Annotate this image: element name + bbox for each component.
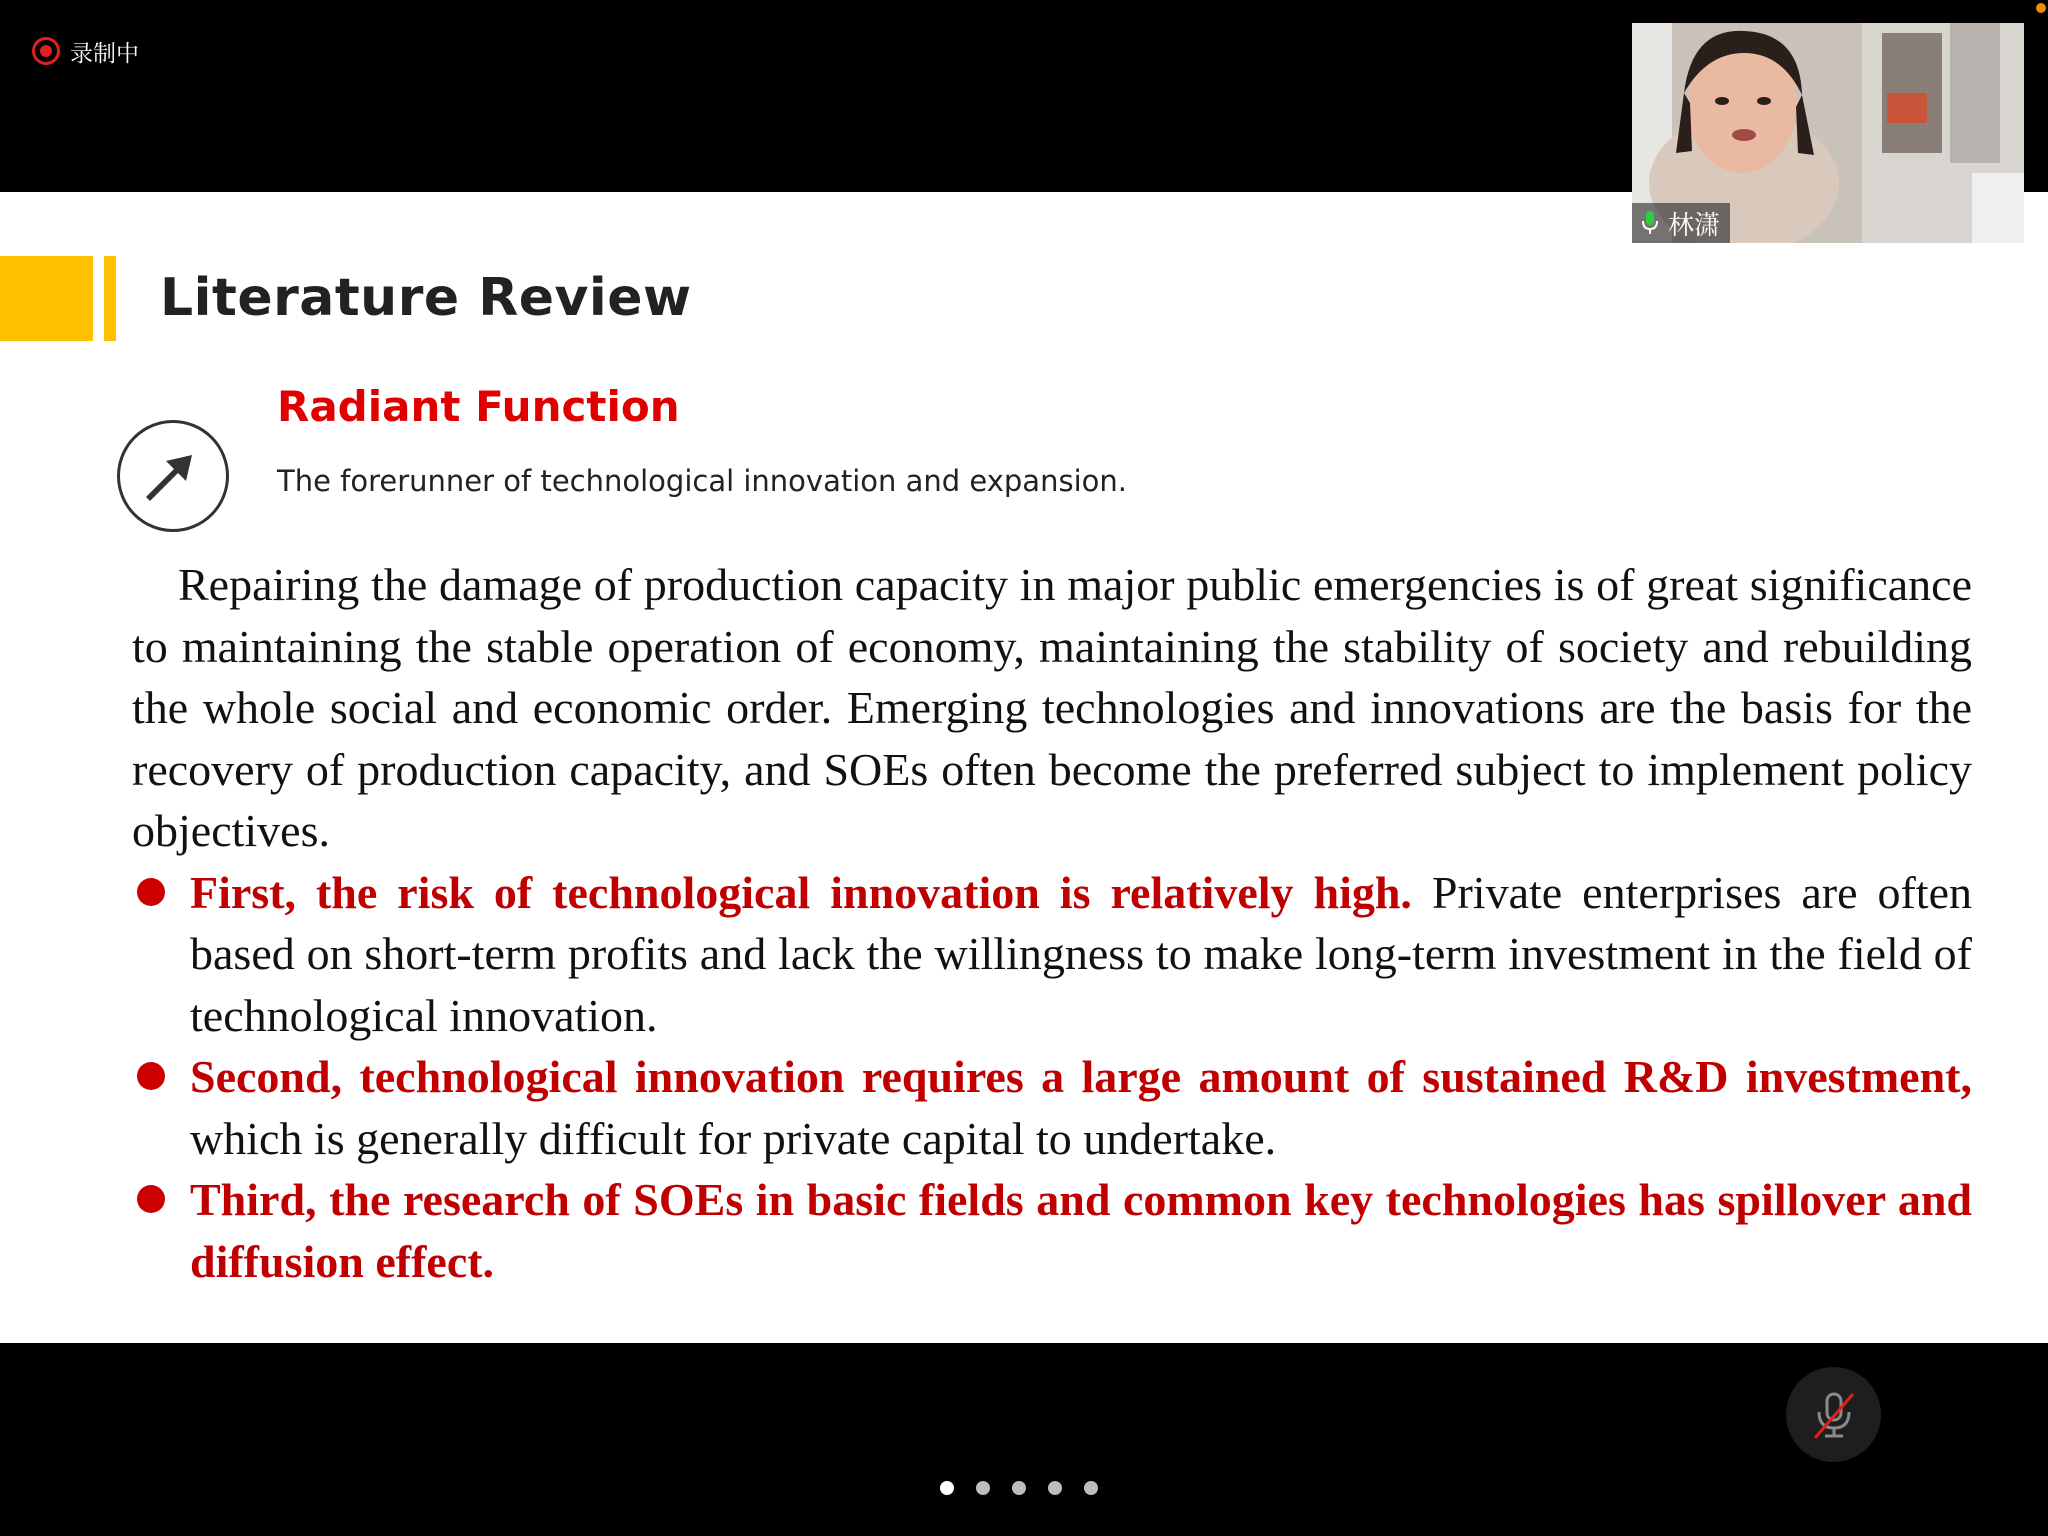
mic-icon (1642, 210, 1658, 236)
bullet-bold-text: Third, the research of SOEs in basic fields and common key technologies has spillover and diffusion effect. (190, 1174, 1972, 1287)
bullet-item (132, 1046, 1972, 1169)
bullet-text: which is generally difficult for private capital to undertake. (190, 1112, 1277, 1164)
arrow-up-right-icon (117, 420, 229, 532)
bullet-icon (137, 1062, 165, 1090)
section-subtitle: Radiant Function (277, 382, 680, 431)
participant-video[interactable] (1632, 23, 2024, 243)
bottom-bar (0, 1343, 2048, 1536)
section-description: The forerunner of technological innovation and expansion. (277, 464, 1127, 498)
recording-label: 录制中 (70, 40, 139, 67)
bullet-bold-text: First, the risk of technological innovation is relatively high. (190, 866, 1412, 918)
accent-block (0, 256, 93, 341)
recording-indicator[interactable] (32, 34, 139, 68)
bullet-icon (137, 878, 165, 906)
page-dot[interactable] (1048, 1481, 1062, 1495)
page-dot[interactable] (1084, 1481, 1098, 1495)
slide (0, 192, 2048, 1343)
slide-body (132, 554, 1972, 1292)
page-dot[interactable] (940, 1481, 954, 1495)
mute-button[interactable] (1786, 1367, 1881, 1462)
bullet-icon (137, 1185, 165, 1213)
intro-paragraph: Repairing the damage of production capacity in major public emergencies is of great significance to maintaining the stable operation of economy, maintaining the stability of society and rebuilding the whole social and economic order. Emerging technologies and innovations are the basis for the recovery of production capacity, and SOEs often become the preferred subject to implement policy objectives. (132, 559, 1972, 856)
record-icon (32, 37, 60, 65)
participant-label (1632, 203, 1730, 243)
status-dot (2036, 3, 2046, 13)
bullet-item (132, 1169, 1972, 1292)
participant-name: 林潇 (1668, 210, 1721, 241)
page-dot[interactable] (976, 1481, 990, 1495)
bullet-item (132, 862, 1972, 1047)
mic-muted-icon (1809, 1388, 1859, 1442)
slide-title: Literature Review (160, 268, 692, 328)
accent-line (104, 256, 116, 341)
bullet-text: Private enterprises are often based on short-term profits and lack the willingness to make long-term investment in the field of technological innovation. (190, 866, 1972, 1041)
page-dot[interactable] (1012, 1481, 1026, 1495)
page-indicator[interactable] (940, 1481, 1098, 1495)
bullet-bold-text: Second, technological innovation requires a large amount of sustained R&D investment, (190, 1051, 1972, 1102)
